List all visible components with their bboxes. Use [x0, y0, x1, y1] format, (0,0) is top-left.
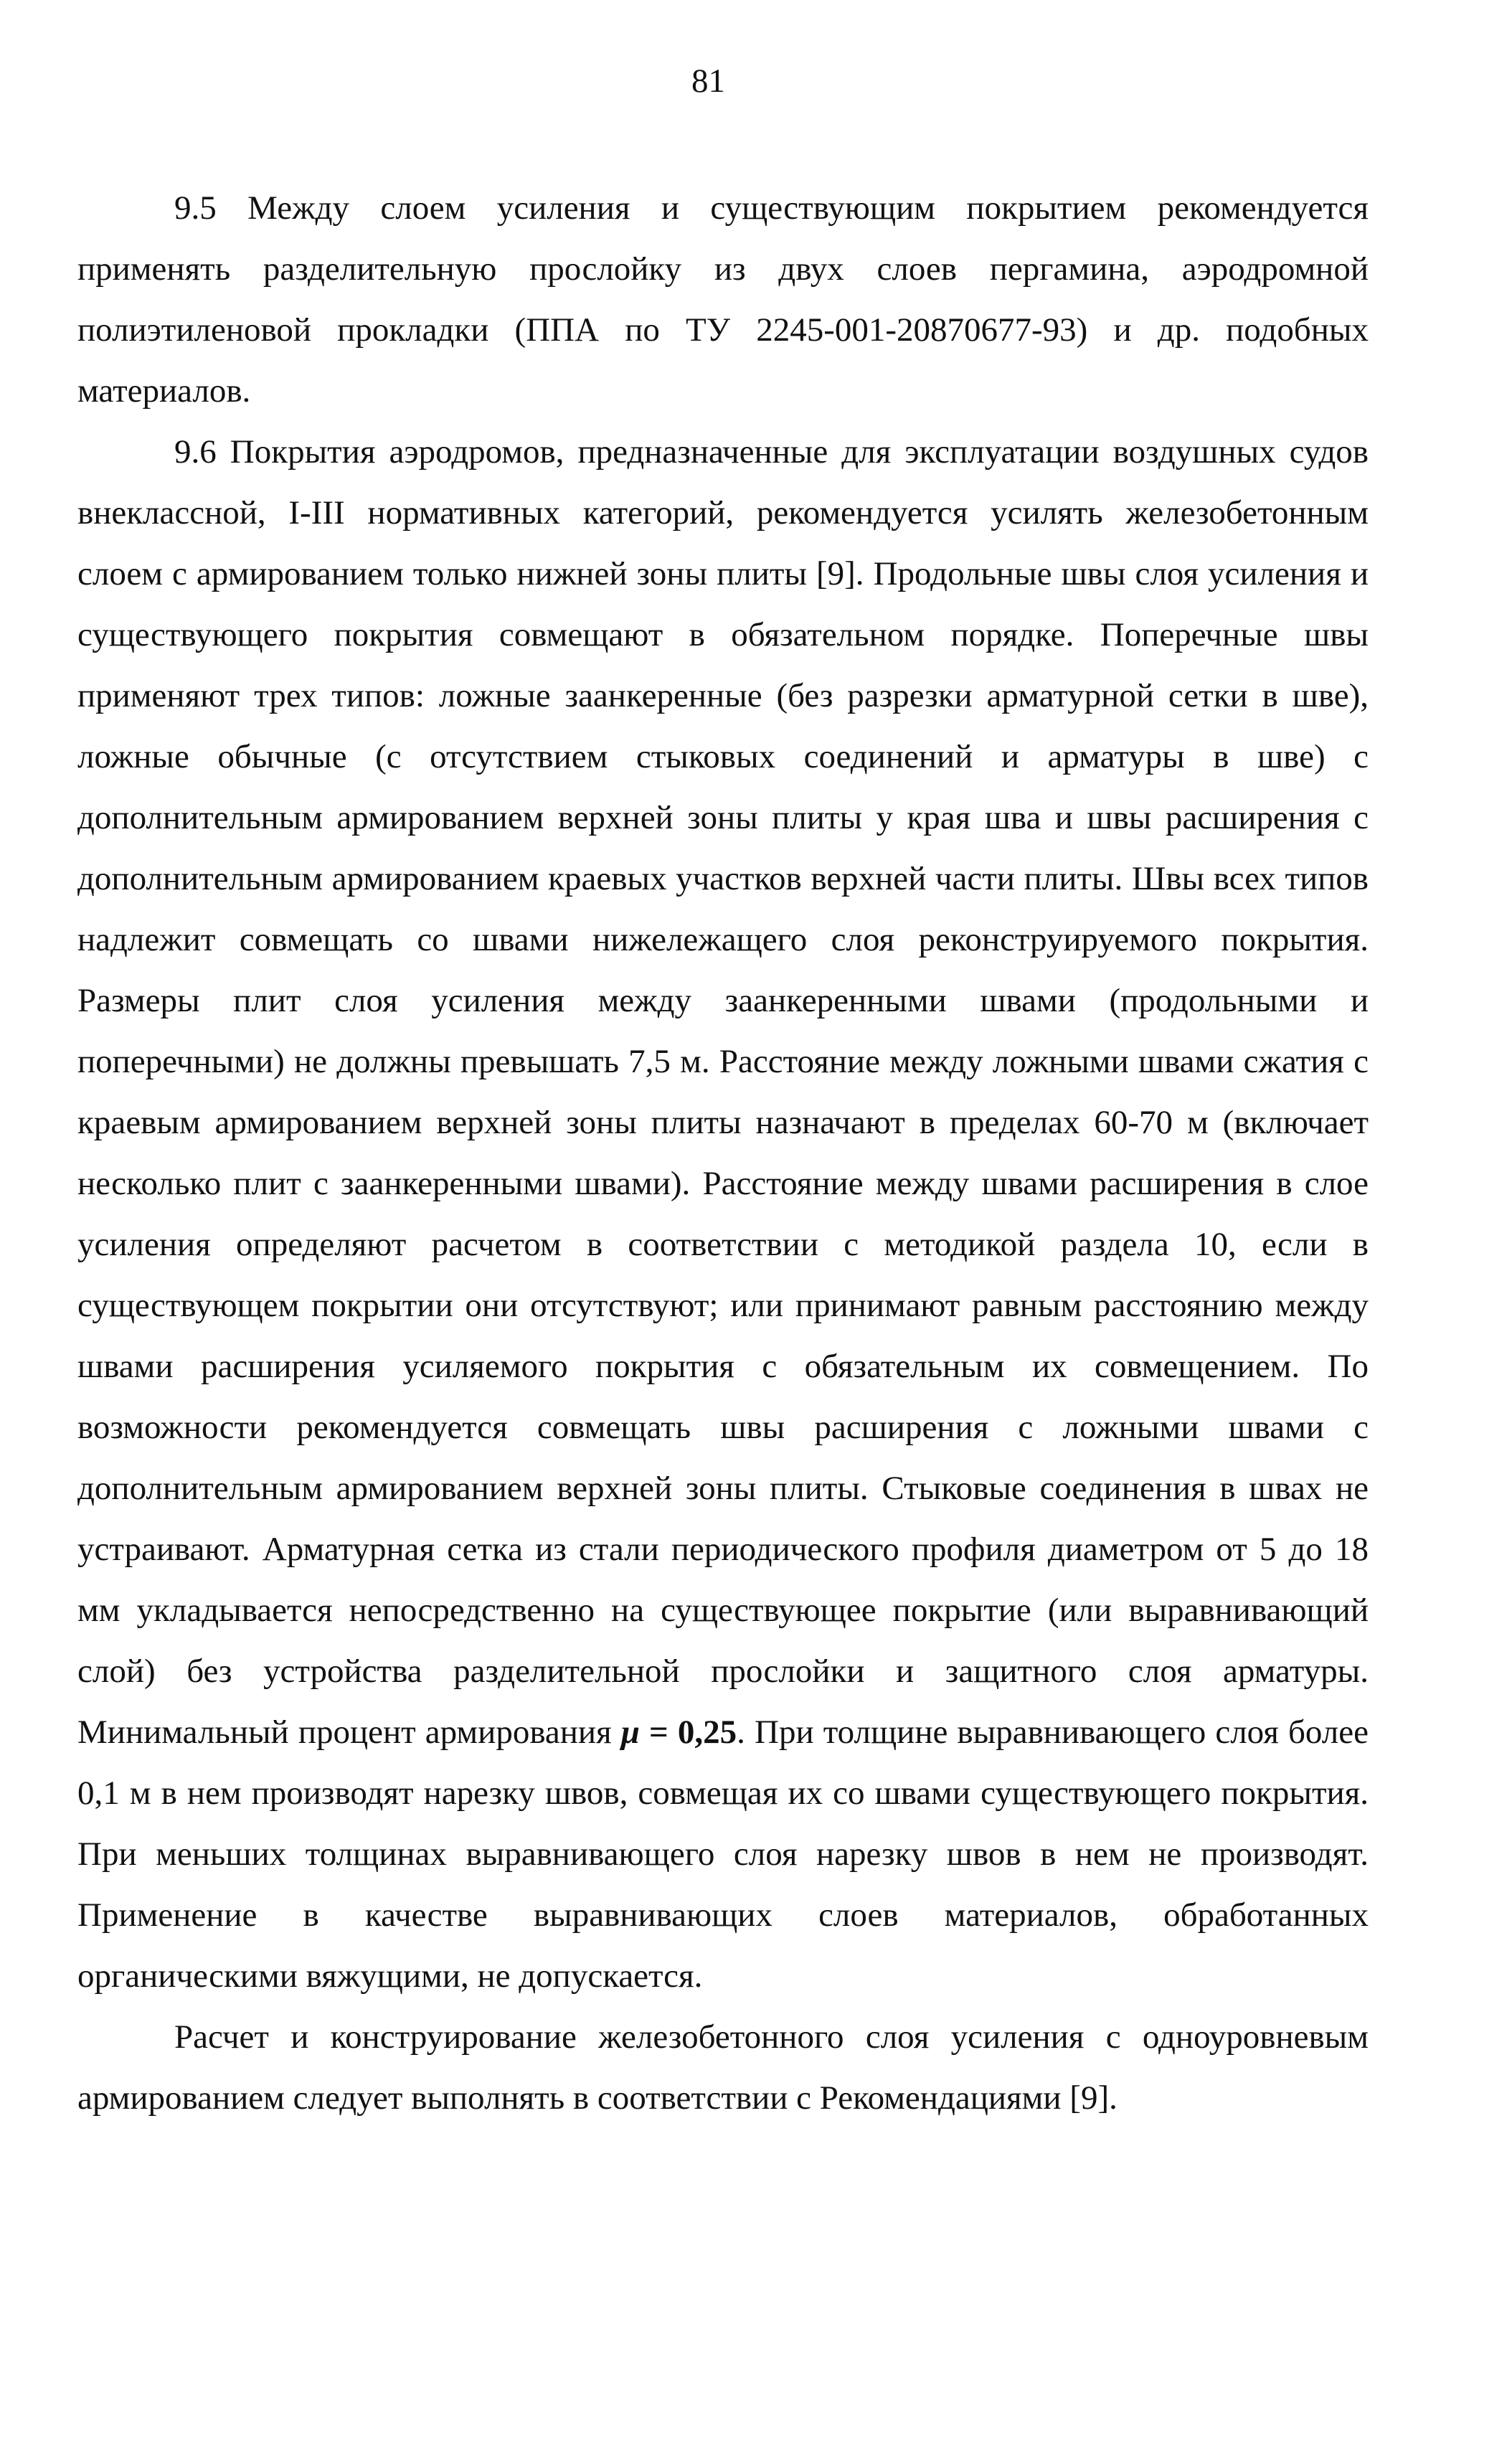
paragraph-9-6-text-end: . При толщине выравнивающего слоя более 0,1 м в нем производят нарезку швов, совмещая их со швами существующего покрытия. При меньших толщинах выравнивающего слоя нарезку швов в нем не производят. Применение в качестве выравнивающих слоев материалов, обработанных органическими вяжущими, не допускается. — [77, 1714, 1369, 1995]
reinforcement-value: = 0,25 — [639, 1714, 737, 1751]
mu-symbol: μ — [620, 1714, 640, 1751]
page-number: 81 — [691, 62, 725, 100]
paragraph-final: Расчет и конструирование железобетонного слоя усиления с одноуровневым армированием следует выполнять в соответствии с Рекомендациями [9]. — [77, 2018, 1369, 2117]
paragraph-9-5: 9.5 Между слоем усиления и существующим покрытием рекомендуется применять разделительную прослойку из двух слоев пергамина, аэродромной полиэтиленовой прокладки (ППА по ТУ 2245-001-20870677-93) и др. подобных материалов. — [77, 189, 1369, 410]
document-body — [77, 178, 1369, 2129]
paragraph-9-6 — [77, 422, 1369, 2007]
paragraph-9-6-text-start: 9.6 Покрытия аэродромов, предназначенные для эксплуатации воздушных судов внеклассной, I-III нормативных категорий, рекомендуется усилять железобетонным слоем с армированием только нижней зоны плиты [9]. Продольные швы слоя усиления и существующего покрытия совмещают в обязательном порядке. Поперечные швы применяют трех типов: ложные заанкеренные (без разрезки арматурной сетки в шве), ложные обычные (с отсутствием стыковых соединений и арматуры в шве) с дополнительным армированием верхней зоны плиты у края шва и швы расширения с дополнительным армированием краевых участков верхней части плиты. Швы всех типов надлежит совмещать со швами нижележащего слоя реконструируемого покрытия. Размеры плит слоя усиления между заанкеренными швами (продольными и поперечными) не должны превышать 7,5 м. Расстояние между ложными швами сжатия с краевым армированием верхней зоны плиты назначают в пределах 60-70 м (включает несколько плит с заанкеренными швами). Расстояние между швами расширения в слое усиления определяют расчетом в соответствии с методикой раздела 10, если в существующем покрытии они отсутствуют; или принимают равным расстоянию между швами расширения усиляемого покрытия с обязательным их совмещением. По возможности рекомендуется совмещать швы расширения с ложными швами с дополнительным армированием верхней зоны плиты. Стыковые соединения в швах не устраивают. Арматурная сетка из стали периодического профиля диаметром от 5 до 18 мм укладывается непосредственно на существующее покрытие (или выравнивающий слой) без устройства разделительной прослойки и защитного слоя арматуры. Минимальный процент армирования — [77, 433, 1369, 1751]
